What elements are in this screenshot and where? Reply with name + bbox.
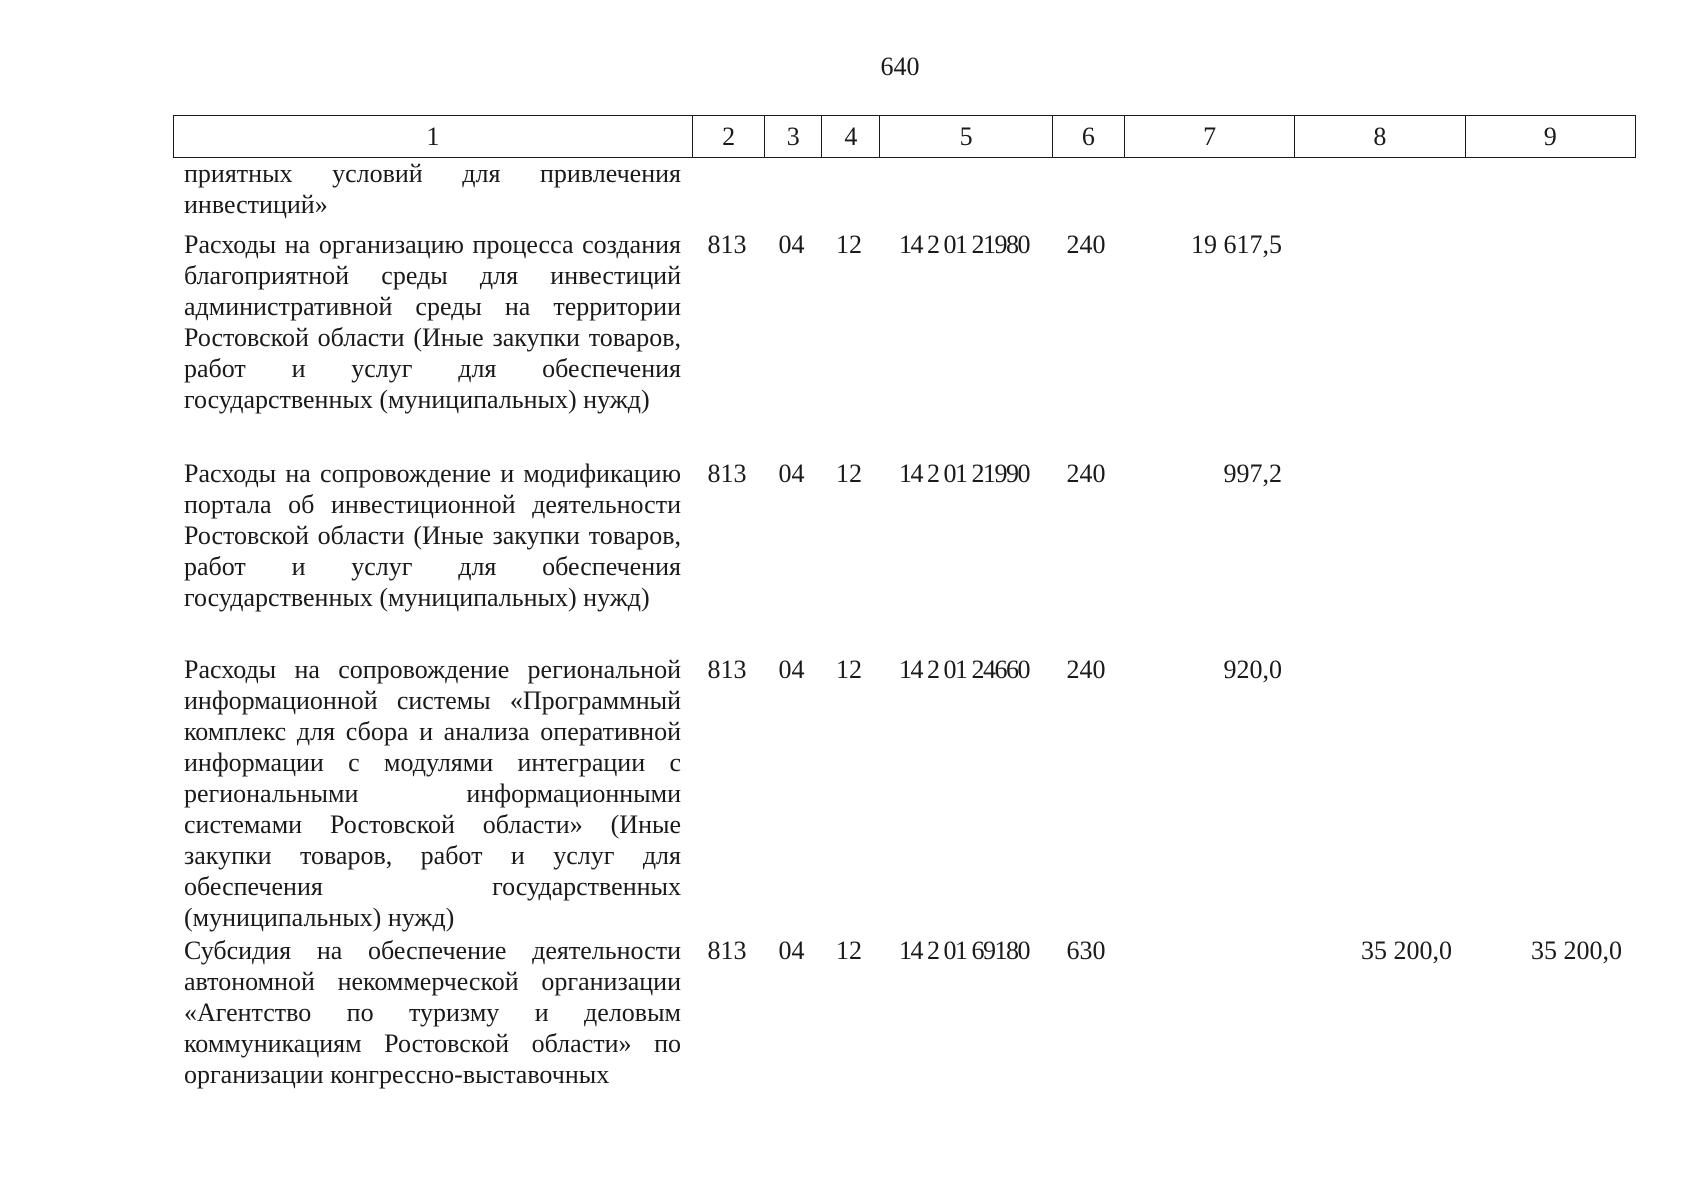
row-description: Расходы на организацию процесса создания благоприятной среды для инвестиций административной среды на территории Ростовской области (Иные закупки товаров, работ и услуг для обеспечения государственных (муниципальных) нужд) [184,230,681,414]
column-header-8: 8 [1295,116,1465,158]
cell-target-article: 14 2 01 21980 [899,230,1029,259]
cell-expense-type: 240 [1066,459,1106,488]
cell-ministry-code: 813 [707,655,747,684]
cell-expense-type: 240 [1066,655,1106,684]
cell-section: 04 [778,936,805,965]
column-header-2: 2 [693,116,765,158]
cell-subsection: 12 [836,936,862,965]
cell-target-article: 14 2 01 21990 [899,459,1029,488]
cell-subsection: 12 [836,655,862,684]
cell-amount-col9: 35 200,0 [1531,936,1622,965]
table-row [173,654,1636,932]
table-row [173,158,1636,219]
column-header-7: 7 [1124,116,1294,158]
cell-ministry-code: 813 [707,230,747,259]
budget-table-body [173,158,1636,1095]
table-row [173,229,1636,454]
cell-expense-type: 630 [1066,936,1106,965]
column-header-1: 1 [174,116,693,158]
page-number: 640 [880,52,920,81]
cell-subsection: 12 [836,459,862,488]
column-header-6: 6 [1052,116,1124,158]
cell-section: 04 [778,230,805,259]
cell-target-article: 14 2 01 24660 [899,655,1029,684]
cell-ministry-code: 813 [707,459,747,488]
cell-amount-col7: 19 617,5 [1191,230,1282,259]
cell-ministry-code: 813 [707,936,747,965]
cell-amount-col7: 920,0 [1223,655,1282,684]
column-header-5: 5 [880,116,1052,158]
column-header-9: 9 [1465,116,1635,158]
cell-target-article: 14 2 01 69180 [899,936,1029,965]
table-row [173,458,1636,648]
column-header-3: 3 [765,116,822,158]
column-header-table [173,115,1636,158]
cell-subsection: 12 [836,230,862,259]
row-description: Расходы на сопровождение и модификацию портала об инвестиционной деятельности Ростовской области (Иные закупки товаров, работ и услуг для обеспечения государственных (муниципальных) нужд) [184,459,681,612]
row-description: приятных условий для привлечения инвестиций» [184,159,681,219]
row-description: Расходы на сопровождение региональной информационной системы «Программный комплекс для сбора и анализа оперативной информации с модулями интеграции с региональными информационными системами Ростовской области» (Иные закупки товаров, работ и услуг для обеспечения государственных (муниципальных) нужд) [184,655,681,932]
column-header-row [174,116,1636,158]
cell-expense-type: 240 [1066,230,1106,259]
cell-section: 04 [778,655,805,684]
row-description: Субсидия на обеспечение деятельности автономной некоммерческой организации «Агентство по туризму и деловым коммуникациям Ростовской области» по организации конгрессно-выставочных [184,936,681,1089]
column-header-4: 4 [822,116,880,158]
cell-amount-col8: 35 200,0 [1361,936,1452,965]
table-row [173,935,1636,1095]
cell-section: 04 [778,459,805,488]
cell-amount-col7: 997,2 [1223,459,1282,488]
